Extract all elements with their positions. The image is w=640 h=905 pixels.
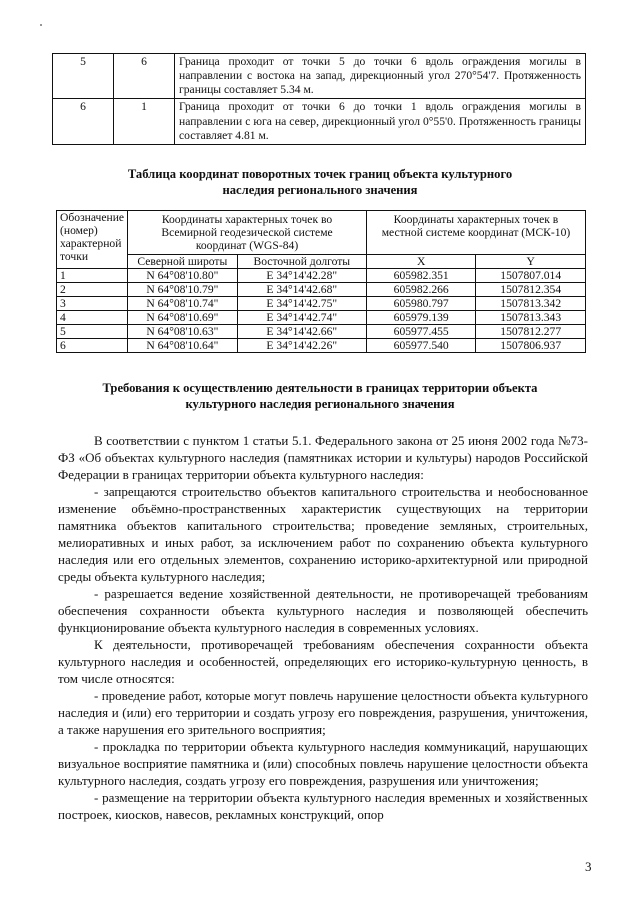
longitude: E 34°14'42.28" [237, 269, 366, 283]
header-x: X [366, 255, 475, 269]
point-number: 6 [57, 339, 128, 353]
coord-y: 1507813.342 [476, 297, 586, 311]
coord-x: 605982.266 [366, 283, 475, 297]
coords-title-line1: Таблица координат поворотных точек границ объекта культурного [127, 167, 513, 181]
coord-x: 605977.455 [366, 325, 475, 339]
paragraph: - размещение на территории объекта культурного наследия временных и хозяйственных построек, киосков, навесов, рекламных конструкций, опор [58, 790, 588, 822]
longitude: E 34°14'42.68" [237, 283, 366, 297]
coord-y: 1507812.354 [476, 283, 586, 297]
header-point: Обозначение (номер) характерной точки [57, 211, 128, 269]
boundary-description: Граница проходит от точки 6 до точки 1 вдоль ограждения могилы в направлении с юга на север, дирекционный угол 0°55'0. Протяженность границы составляет 4.81 м. [175, 99, 586, 144]
latitude: N 64°08'10.63" [128, 325, 238, 339]
latitude: N 64°08'10.74" [128, 297, 238, 311]
table-row [57, 269, 586, 283]
table-row [53, 99, 586, 144]
paragraph: К деятельности, противоречащей требованиям обеспечения сохранности объекта культурного наследия и особенностей, определяющих его историко-культурную ценность, в том числе относятся: [58, 637, 588, 686]
paragraph: - прокладка по территории объекта культурного наследия коммуникаций, нарушающих визуальное восприятие памятника и (или) способных повлечь нарушение целостности объекта культурного наследия, создать угрозу его повреждения, разрушения или уничтожения; [58, 739, 588, 788]
coord-y: 1507807.014 [476, 269, 586, 283]
scan-dot [40, 24, 42, 26]
longitude: E 34°14'42.75" [237, 297, 366, 311]
document-body [58, 432, 588, 823]
header-lat: Северной широты [128, 255, 238, 269]
requirements-title-line1: Требования к осуществлению деятельности в границах территории объекта [102, 381, 538, 395]
requirements-title [60, 380, 580, 412]
paragraph: - разрешается ведение хозяйственной деятельности, не противоречащей требованиям обеспечения сохранности объекта культурного наследия и позволяющей обеспечить функционирование объекта культурного наследия в современных условиях. [58, 586, 588, 635]
point-number: 2 [57, 283, 128, 297]
table-row [57, 325, 586, 339]
header-y: Y [476, 255, 586, 269]
coord-y: 1507812.277 [476, 325, 586, 339]
latitude: N 64°08'10.64" [128, 339, 238, 353]
paragraph: В соответствии с пунктом 1 статьи 5.1. Федерального закона от 25 июня 2002 года №73-ФЗ «Об объектах культурного наследия (памятниках истории и культуры) народов Российской Федерации в границах территории объекта культурного наследия: [58, 433, 588, 482]
boundary-table [52, 53, 586, 145]
to-point: 1 [114, 99, 175, 144]
longitude: E 34°14'42.26" [237, 339, 366, 353]
header-msk: Координаты характерных точек в местной системе координат (МСК-10) [366, 211, 585, 255]
coord-y: 1507813.343 [476, 311, 586, 325]
page-number: 3 [585, 859, 592, 874]
header-lon: Восточной долготы [237, 255, 366, 269]
latitude: N 64°08'10.79" [128, 283, 238, 297]
header-wgs: Координаты характерных точек во Всемирной геодезической системе координат (WGS-84) [128, 211, 367, 255]
to-point: 6 [114, 54, 175, 99]
table-row [57, 283, 586, 297]
requirements-title-line2: культурного наследия регионального значения [185, 397, 455, 411]
coord-x: 605979.139 [366, 311, 475, 325]
coords-title-line2: наследия регионального значения [222, 183, 418, 197]
point-number: 3 [57, 297, 128, 311]
paragraph: - проведение работ, которые могут повлечь нарушение целостности объекта культурного наследия и (или) его территории и создать угрозу его повреждения, разрушения, уничтожения, а также нарушения его зрительного восприятия; [58, 688, 588, 737]
coords-table-title [60, 166, 580, 198]
coords-table [56, 210, 586, 353]
table-row [57, 297, 586, 311]
from-point: 6 [53, 99, 114, 144]
table-row [57, 339, 586, 353]
from-point: 5 [53, 54, 114, 99]
point-number: 1 [57, 269, 128, 283]
point-number: 5 [57, 325, 128, 339]
table-row [57, 311, 586, 325]
table-row [53, 54, 586, 99]
longitude: E 34°14'42.74" [237, 311, 366, 325]
boundary-description: Граница проходит от точки 5 до точки 6 вдоль ограждения могилы в направлении с востока на запад, дирекционный угол 270°54'7. Протяженность границы составляет 5.34 м. [175, 54, 586, 99]
coord-y: 1507806.937 [476, 339, 586, 353]
coord-x: 605982.351 [366, 269, 475, 283]
coord-x: 605977.540 [366, 339, 475, 353]
latitude: N 64°08'10.80" [128, 269, 238, 283]
latitude: N 64°08'10.69" [128, 311, 238, 325]
longitude: E 34°14'42.66" [237, 325, 366, 339]
point-number: 4 [57, 311, 128, 325]
paragraph: - запрещаются строительство объектов капитального строительства и необоснованное изменение объёмно-пространственных характеристик существующих на территории памятника объектов капитального строительства; проведение земляных, строительных, мелиоративных и иных работ, за исключением работ по сохранению объекта культурного наследия или его отдельных элементов, сохранению историко-архитектурной или природной среды объекта культурного наследия; [58, 484, 588, 584]
coord-x: 605980.797 [366, 297, 475, 311]
